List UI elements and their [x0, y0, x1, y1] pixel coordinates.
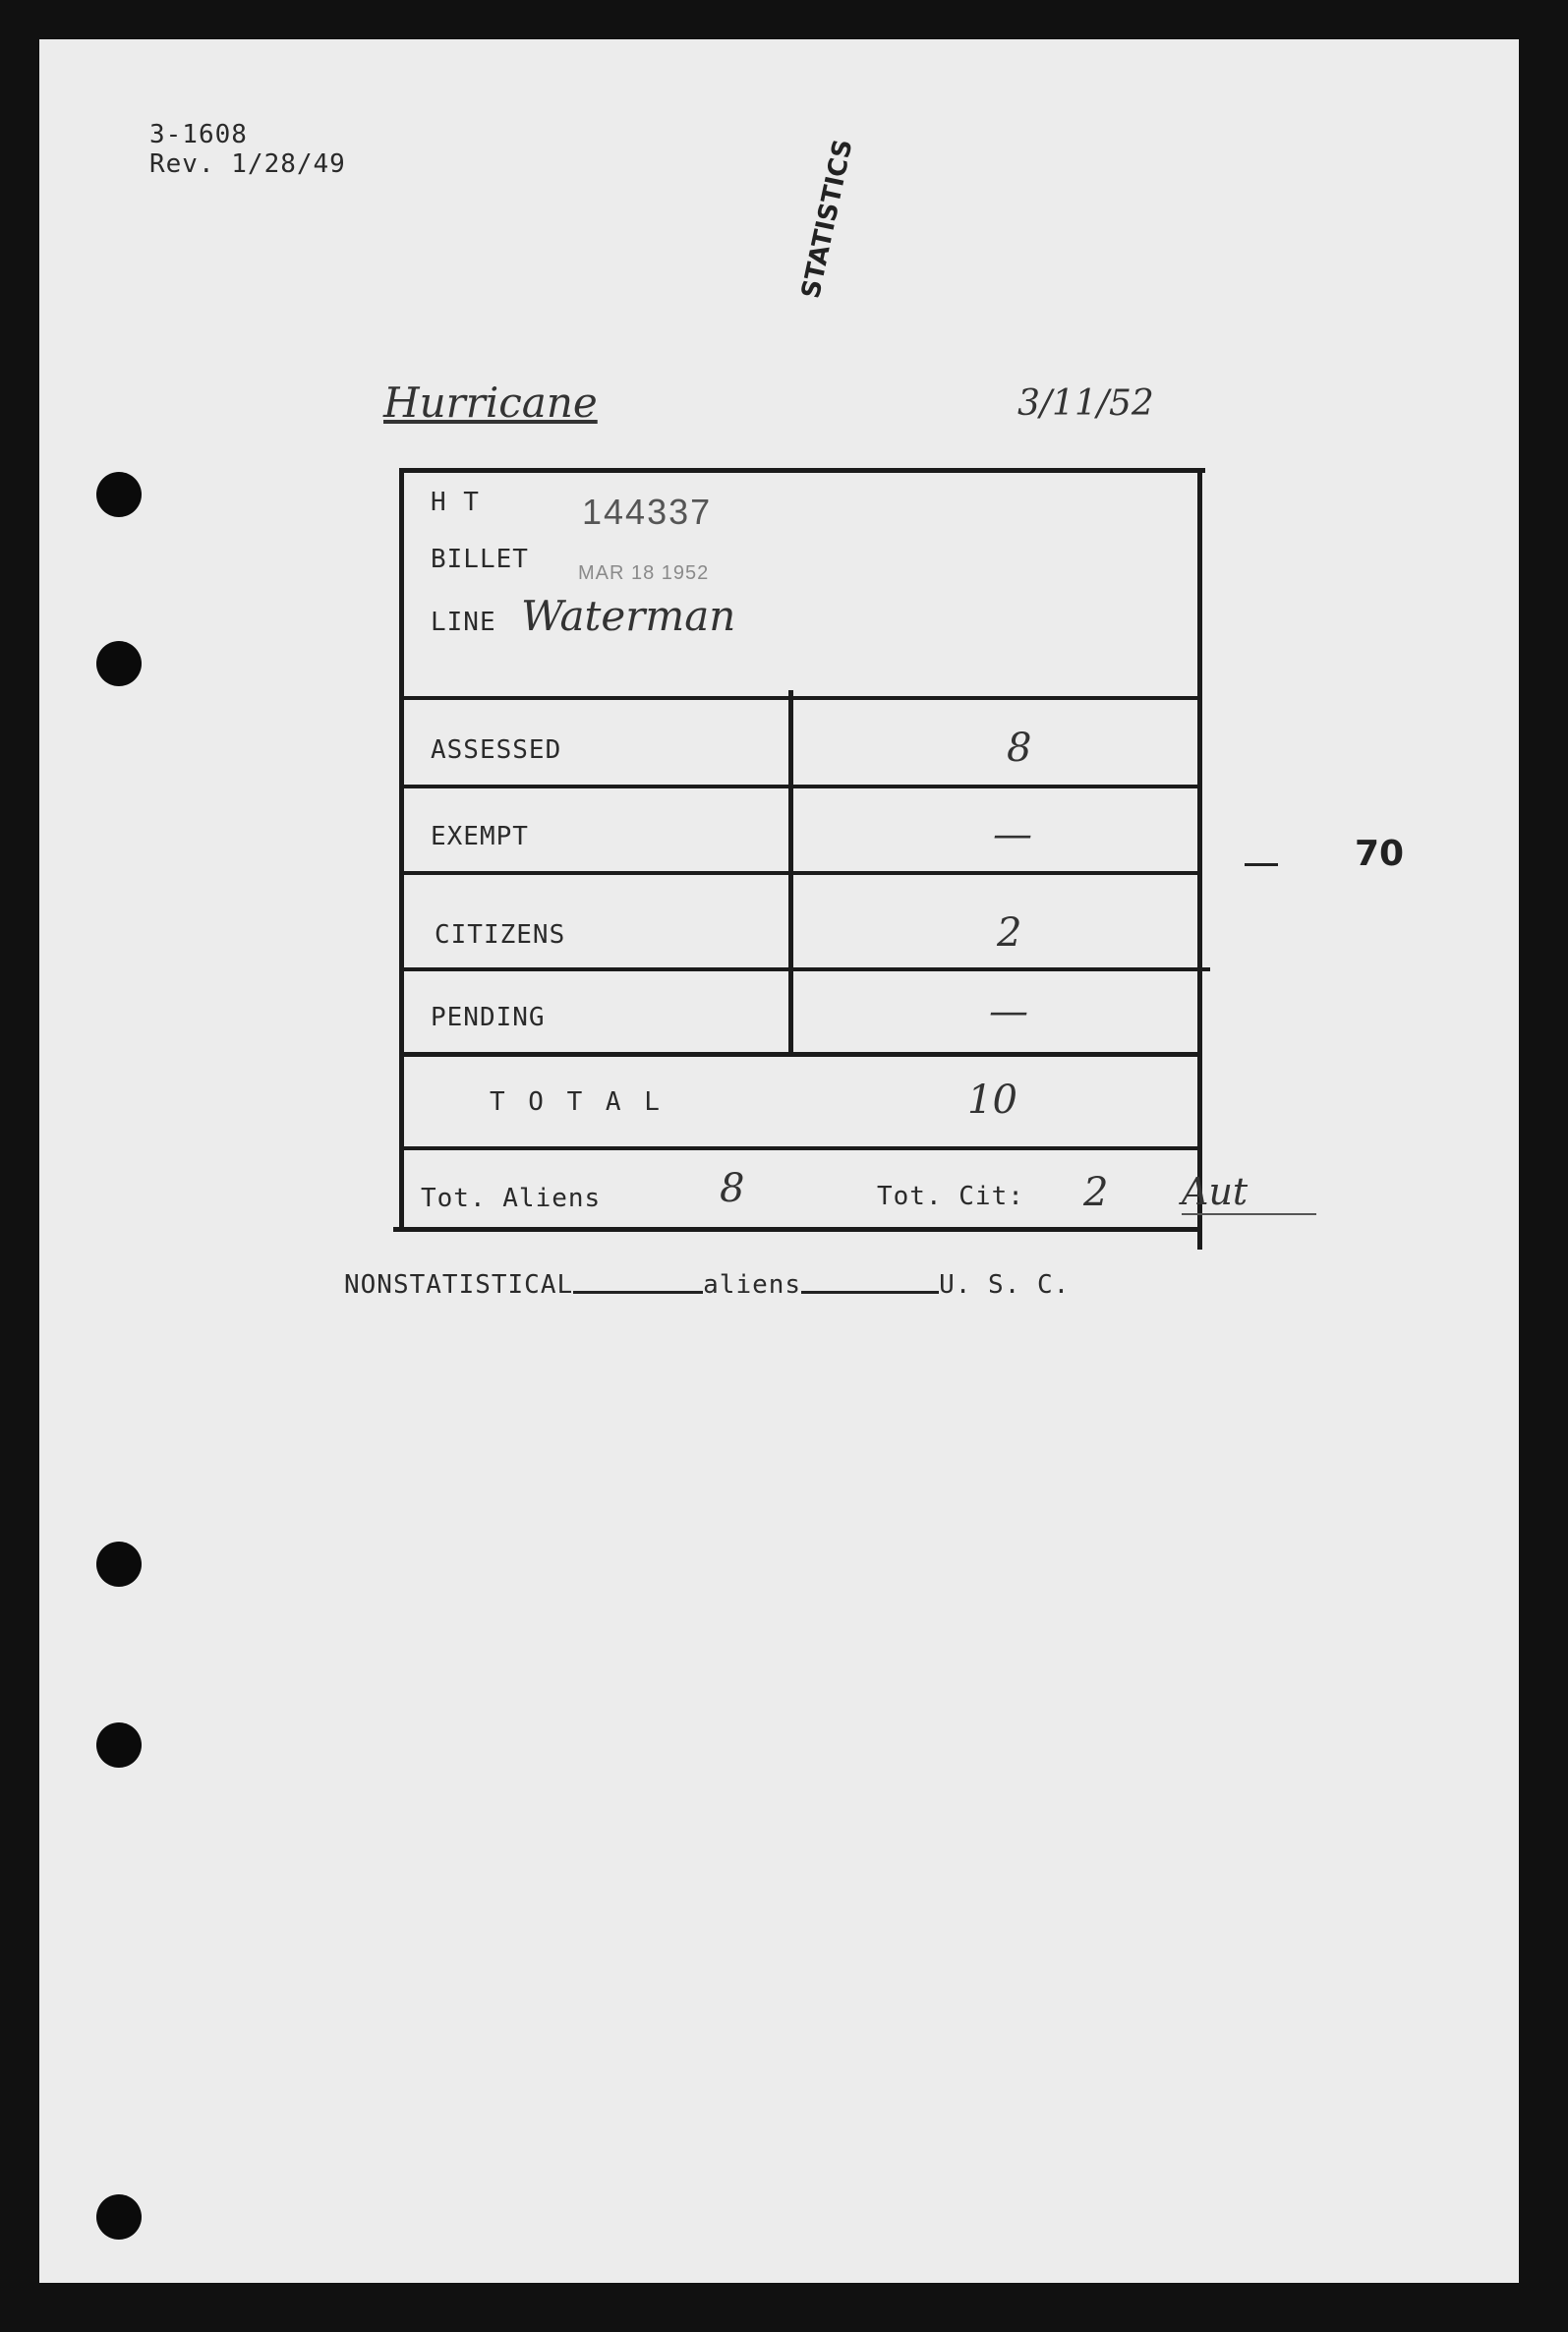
row-value-exempt: — — [993, 812, 1032, 857]
nonstat-blank — [573, 1291, 703, 1294]
ht-label: H T — [431, 488, 480, 517]
document-page — [39, 39, 1519, 2283]
initials: Aut — [1182, 1170, 1316, 1215]
row-divider — [399, 967, 1210, 971]
row-label-assessed: ASSESSED — [431, 735, 562, 765]
punch-hole — [96, 641, 142, 686]
form-number: 3-1608 — [149, 120, 248, 149]
row-divider — [399, 1052, 1202, 1057]
vessel-name: Hurricane — [383, 379, 598, 427]
margin-number: 70 — [1355, 834, 1405, 874]
punch-hole — [96, 472, 142, 517]
form-id — [149, 120, 346, 179]
table-border — [399, 468, 1205, 473]
margin-dash — [1245, 863, 1278, 866]
row-value-assessed: 8 — [1007, 726, 1032, 771]
row-label-citizens: CITIZENS — [435, 920, 566, 950]
row-value-citizens: 2 — [997, 910, 1022, 956]
line-value: Waterman — [521, 592, 736, 640]
tot-cit-label: Tot. Cit: — [877, 1182, 1024, 1211]
row-label-exempt: EXEMPT — [431, 822, 529, 851]
punch-hole — [96, 1722, 142, 1768]
punch-hole — [96, 1542, 142, 1587]
row-divider — [399, 785, 1202, 788]
statistics-table — [399, 468, 1205, 1235]
date-handwritten: 3/11/52 — [1017, 383, 1154, 424]
nonstat-usc-label: U. S. C. — [939, 1270, 1071, 1300]
table-border — [1197, 468, 1202, 1250]
nonstatistical-line — [344, 1270, 1070, 1300]
tot-aliens-value: 8 — [720, 1166, 745, 1211]
row-label-pending: PENDING — [431, 1003, 546, 1032]
tot-cit-value: 2 — [1083, 1170, 1109, 1215]
punch-hole — [96, 2194, 142, 2240]
column-divider — [788, 690, 793, 1054]
billet-stamp-date: MAR 18 1952 — [578, 562, 710, 584]
table-border — [393, 1227, 1201, 1232]
row-divider — [399, 871, 1202, 875]
total-label: T O T A L — [490, 1087, 664, 1117]
table-border — [399, 468, 404, 1230]
aliens-blank — [801, 1291, 939, 1294]
billet-label: BILLET — [431, 545, 529, 574]
total-value: 10 — [967, 1078, 1017, 1123]
statistics-stamp: STATISTICS — [796, 137, 859, 302]
ht-number: 144337 — [582, 492, 713, 532]
line-label: LINE — [431, 608, 496, 637]
row-value-pending: — — [989, 989, 1028, 1034]
row-divider — [399, 1146, 1202, 1150]
tot-aliens-label: Tot. Aliens — [421, 1184, 602, 1213]
nonstat-label: NONSTATISTICAL — [344, 1270, 574, 1300]
row-divider — [399, 696, 1202, 700]
nonstat-aliens-label: aliens — [703, 1270, 802, 1300]
form-revision: Rev. 1/28/49 — [149, 149, 346, 179]
